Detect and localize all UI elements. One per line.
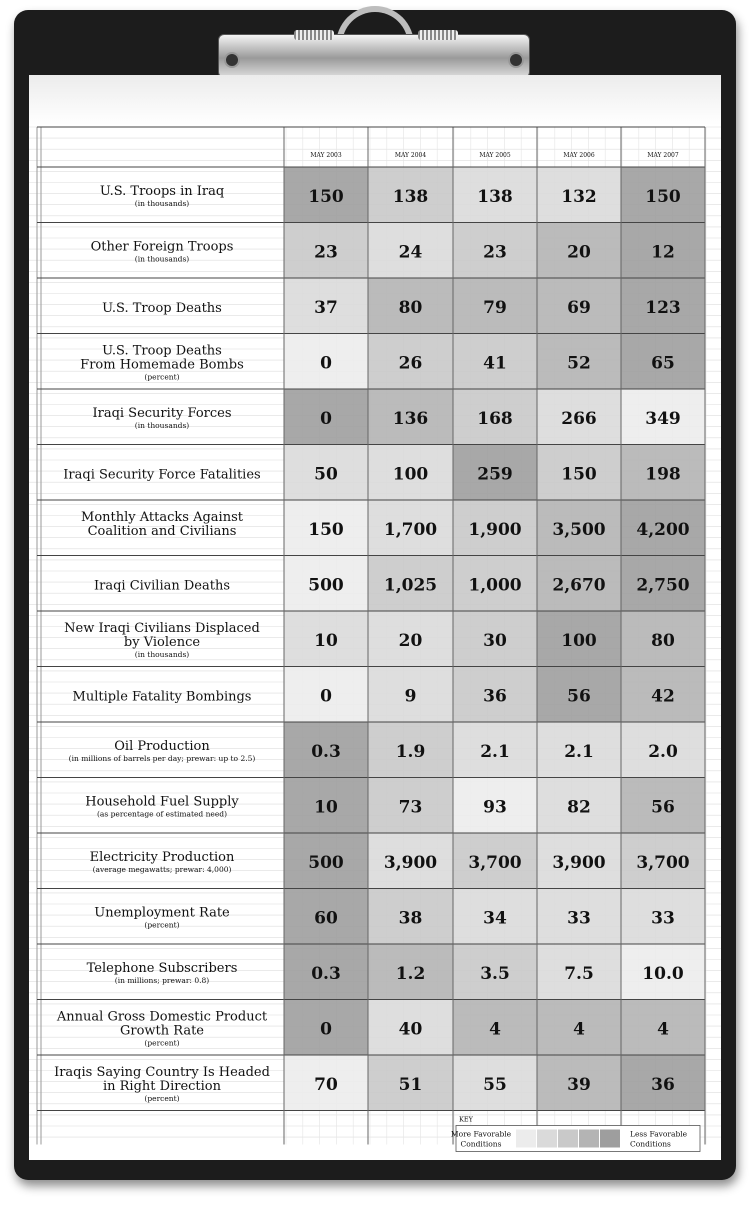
row-label: U.S. Troop Deaths (102, 343, 222, 359)
key-swatch (600, 1130, 620, 1148)
cell-value: 1.9 (395, 741, 426, 762)
key-more-favorable-line2: Conditions (460, 1139, 502, 1149)
column-header: MAY 2005 (479, 152, 511, 159)
clip-spring-right (418, 30, 458, 40)
clip-rivet-left (224, 52, 240, 68)
cell-value: 36 (651, 1074, 675, 1095)
cell-value: 3,500 (552, 519, 606, 540)
cell-value: 80 (651, 630, 675, 651)
clip-spring-left (294, 30, 334, 40)
cell-value: 23 (483, 242, 507, 263)
cell-value: 93 (483, 797, 507, 818)
cell-value: 80 (398, 297, 423, 318)
row-label: Oil Production (114, 739, 210, 754)
cell-value: 9 (404, 686, 417, 707)
cell-value: 0 (320, 353, 332, 374)
cell-value: 41 (483, 353, 507, 374)
key-swatch (579, 1130, 599, 1148)
cell-value: 56 (651, 797, 675, 818)
row-sublabel: (percent) (144, 920, 180, 930)
row-label-line2: by Violence (123, 635, 201, 650)
row-sublabel: (percent) (144, 1094, 180, 1103)
row-sublabel: (in thousands) (134, 199, 190, 208)
cell-value: 138 (477, 186, 513, 207)
paper-top-shade (29, 75, 721, 125)
cell-value: 65 (651, 353, 675, 374)
cell-value: 60 (314, 908, 338, 929)
row-label-line2: Growth Rate (119, 1023, 205, 1039)
row-label: Telephone Subscribers (86, 961, 238, 976)
cell-value: 0 (320, 408, 332, 429)
row-label: Monthly Attacks Against (81, 510, 243, 525)
cell-value: 79 (483, 297, 507, 318)
cell-value: 82 (567, 797, 591, 818)
cell-value: 1,900 (468, 519, 522, 540)
row-sublabel: (percent) (144, 1038, 180, 1048)
cell-value: 100 (392, 464, 429, 485)
cell-value: 0 (320, 1019, 332, 1040)
cell-value: 36 (483, 686, 507, 707)
cell-value: 33 (651, 908, 675, 929)
row-label: Multiple Fatality Bombings (72, 689, 252, 705)
cell-value: 33 (567, 908, 591, 929)
cell-value: 500 (308, 575, 344, 596)
cell-value: 40 (398, 1019, 423, 1040)
cell-value: 55 (483, 1074, 507, 1095)
cell-value: 3,900 (552, 852, 606, 873)
cell-value: 10 (314, 630, 338, 651)
cell-value: 20 (398, 630, 423, 651)
cell-value: 349 (645, 408, 681, 429)
cell-value: 10.0 (642, 963, 684, 984)
cell-value: 20 (567, 242, 591, 263)
cell-value: 1,025 (383, 575, 438, 596)
cell-value: 2.1 (564, 741, 594, 762)
row-label: Iraqi Civilian Deaths (93, 578, 231, 594)
cell-value: 150 (645, 186, 681, 207)
row-sublabel: (in thousands) (134, 421, 190, 430)
cell-value: 1,700 (383, 519, 438, 540)
row-label: Electricity Production (89, 850, 235, 865)
row-label: Household Fuel Supply (85, 794, 239, 810)
cell-value: 500 (308, 852, 344, 873)
cell-value: 150 (561, 464, 597, 485)
row-sublabel: (as percentage of estimated need) (96, 809, 228, 819)
row-sublabel: (percent) (144, 372, 180, 382)
cell-value: 10 (314, 797, 338, 818)
cell-value: 0.3 (311, 741, 341, 762)
cell-value: 12 (651, 242, 675, 263)
cell-value: 4 (657, 1019, 669, 1040)
key-less-favorable-line2: Conditions (630, 1139, 671, 1149)
cell-value: 100 (561, 630, 597, 651)
cell-value: 136 (392, 408, 429, 429)
row-sublabel: (average megawatts; prewar: 4,000) (92, 865, 232, 874)
cell-value: 73 (398, 797, 423, 818)
row-label: New Iraqi Civilians Displaced (64, 621, 260, 636)
paper-sheet (29, 75, 721, 1160)
cell-value: 1.2 (395, 963, 426, 984)
cell-value: 168 (477, 408, 513, 429)
cell-value: 26 (398, 353, 423, 374)
cell-value: 1,000 (468, 575, 522, 596)
row-label-line2: Coalition and Civilians (87, 524, 237, 539)
cell-value: 150 (308, 186, 344, 207)
key-less-favorable: Less Favorable (630, 1129, 688, 1139)
cell-value: 2,750 (636, 575, 690, 596)
row-sublabel: (in millions of barrels per day; prewar: up to 2.5) (68, 754, 256, 763)
cell-value: 0 (320, 686, 332, 707)
cell-value: 138 (392, 186, 429, 207)
cell-value: 50 (314, 464, 338, 485)
column-header: MAY 2007 (647, 152, 679, 159)
row-label: Other Foreign Troops (90, 239, 234, 255)
key-title: KEY (459, 1115, 473, 1124)
cell-value: 70 (314, 1074, 338, 1095)
cell-value: 0.3 (311, 963, 341, 984)
key-swatch (516, 1130, 536, 1148)
cell-value: 51 (398, 1074, 423, 1095)
cell-value: 4 (489, 1019, 501, 1040)
cell-value: 198 (645, 464, 681, 485)
cell-value: 69 (567, 297, 591, 318)
cell-value: 259 (477, 464, 513, 485)
cell-value: 2.0 (648, 741, 678, 762)
cell-value: 3,700 (468, 852, 522, 873)
cell-value: 30 (483, 630, 507, 651)
cell-value: 39 (567, 1074, 591, 1095)
clip-rivet-right (508, 52, 524, 68)
cell-value: 7.5 (564, 963, 594, 984)
key-swatch (537, 1130, 557, 1148)
cell-value: 132 (561, 186, 597, 207)
column-header: MAY 2004 (394, 152, 427, 159)
row-label: Iraqi Security Forces (92, 406, 232, 421)
cell-value: 34 (483, 908, 507, 929)
cell-value: 123 (645, 297, 681, 318)
row-sublabel: (in thousands) (134, 650, 190, 659)
cell-value: 2,670 (552, 575, 606, 596)
cell-value: 52 (567, 353, 591, 374)
row-label-line2: From Homemade Bombs (80, 357, 244, 373)
cell-value: 266 (561, 408, 597, 429)
cell-value: 150 (308, 519, 344, 540)
row-label: Iraqis Saying Country Is Headed (54, 1065, 270, 1080)
cell-value: 3,700 (636, 852, 690, 873)
row-label: Unemployment Rate (94, 905, 230, 921)
row-label: Iraqi Security Force Fatalities (63, 467, 261, 483)
cell-value: 23 (314, 242, 338, 263)
row-label: U.S. Troop Deaths (102, 301, 222, 316)
row-label-line2: in Right Direction (102, 1079, 222, 1094)
cell-value: 3.5 (480, 963, 510, 984)
data-table-chart (29, 75, 721, 1160)
row-sublabel: (in millions; prewar: 0.8) (114, 976, 210, 985)
row-label: U.S. Troops in Iraq (99, 184, 225, 199)
cell-value: 56 (567, 686, 591, 707)
cell-value: 42 (651, 686, 675, 707)
cell-value: 4 (573, 1019, 585, 1040)
key-swatch (558, 1130, 578, 1148)
column-header: MAY 2003 (310, 152, 342, 159)
row-label: Annual Gross Domestic Product (56, 1009, 268, 1025)
cell-value: 3,900 (383, 852, 438, 873)
cell-value: 37 (314, 297, 338, 318)
cell-value: 38 (398, 908, 423, 929)
key-more-favorable: More Favorable (450, 1129, 512, 1139)
cell-value: 2.1 (480, 741, 510, 762)
column-header: MAY 2006 (563, 152, 595, 159)
cell-value: 24 (398, 242, 423, 263)
row-sublabel: (in thousands) (134, 254, 190, 264)
clip-bar (218, 34, 530, 78)
cell-value: 4,200 (636, 519, 690, 540)
